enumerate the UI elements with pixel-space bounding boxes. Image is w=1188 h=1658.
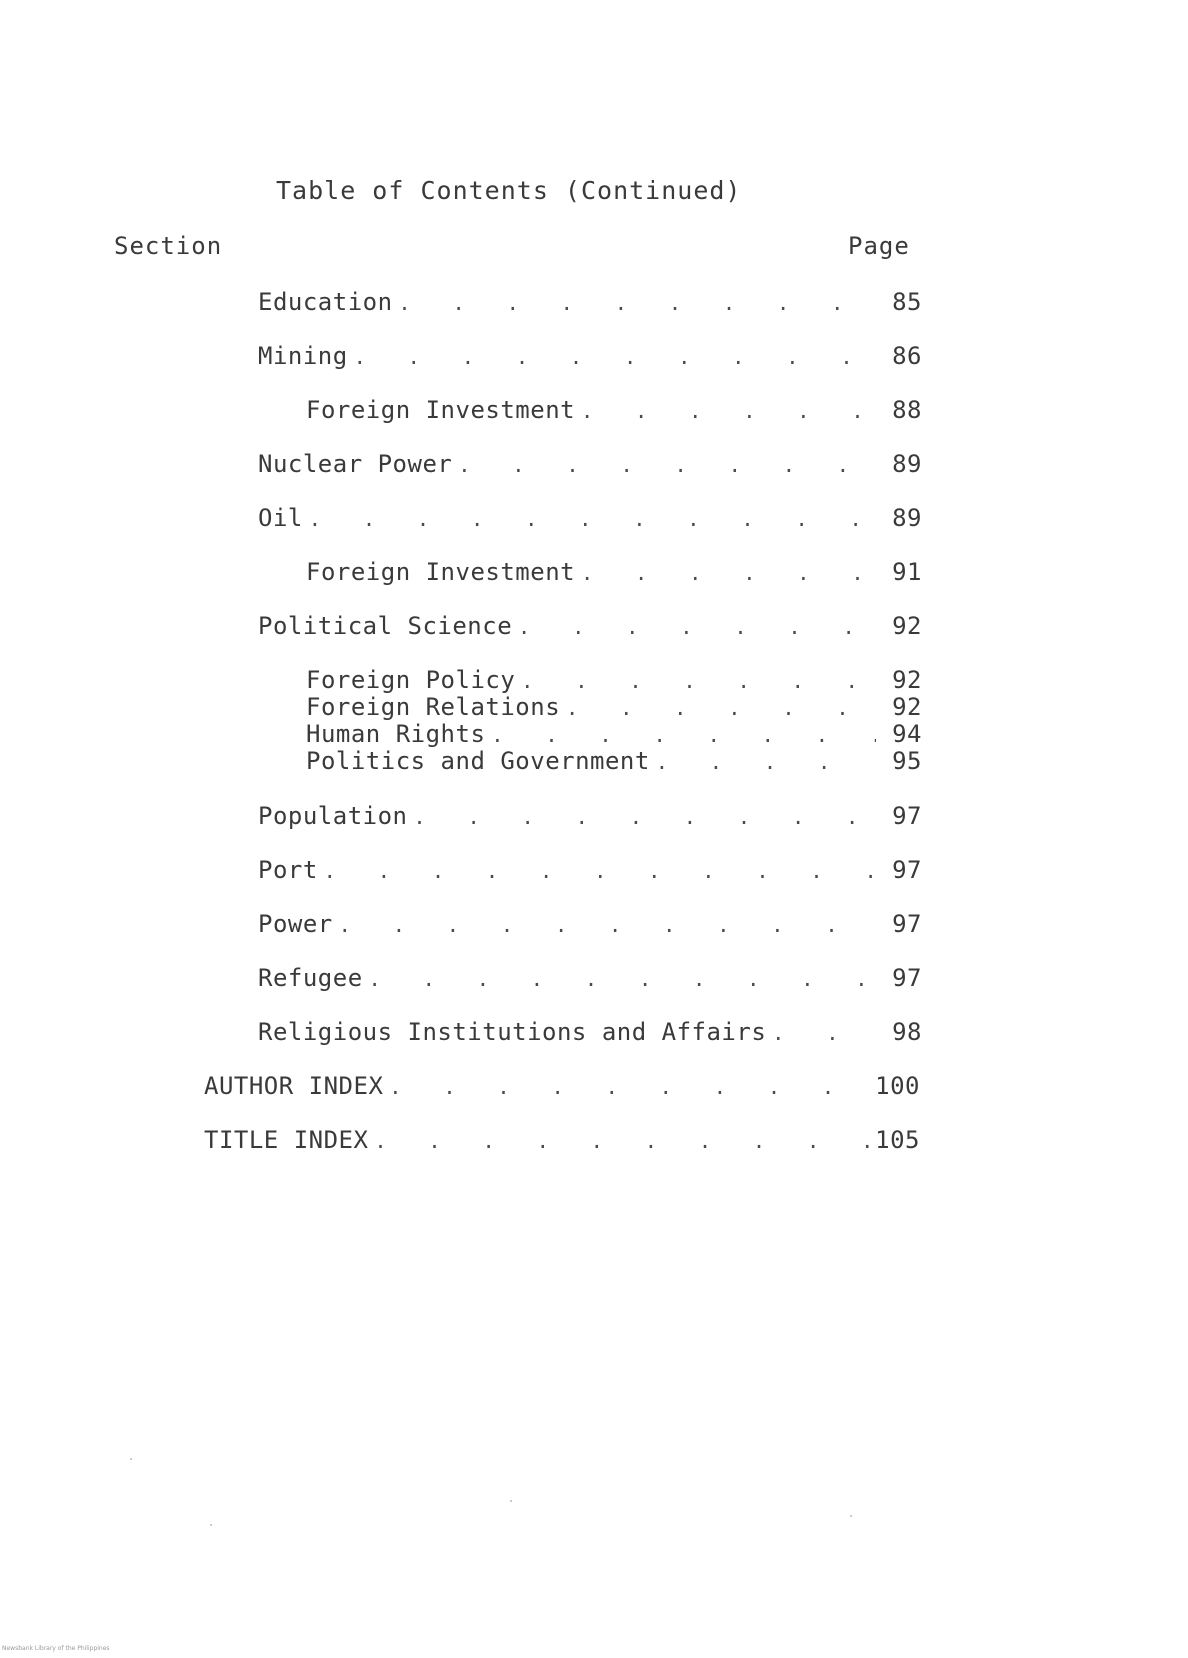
page-title: Table of Contents (Continued): [276, 176, 742, 205]
toc-entry-label: Mining: [258, 342, 348, 370]
toc-entry-label: Foreign Policy: [306, 666, 516, 694]
toc-entry-mining[interactable]: [258, 342, 922, 372]
toc-entry-label: Foreign Investment: [306, 558, 576, 586]
dot-leader: [581, 561, 876, 585]
dot-leader: [772, 1021, 876, 1045]
toc-entry-page: 97: [892, 910, 922, 938]
toc-entry-label: Oil: [258, 504, 303, 532]
dot-leader: [458, 453, 876, 477]
toc-entry-page: 92: [892, 693, 922, 721]
toc-entry-page: 97: [892, 802, 922, 830]
dot-leader: [521, 669, 876, 693]
toc-entry-population[interactable]: [258, 802, 922, 832]
toc-entry-human-rights[interactable]: [306, 720, 922, 750]
toc-entry-label: Political Science: [258, 612, 513, 640]
dot-leader: [518, 615, 876, 639]
dot-leader: [369, 967, 876, 991]
toc-entry-page: 97: [892, 856, 922, 884]
dot-leader: [656, 750, 876, 774]
toc-entry-page: 92: [892, 666, 922, 694]
toc-entry-label: Education: [258, 288, 393, 316]
toc-entry-title-index[interactable]: [204, 1126, 920, 1156]
toc-entry-label: Population: [258, 802, 408, 830]
toc-entry-page: 98: [892, 1018, 922, 1046]
dot-leader: [309, 507, 876, 531]
toc-entry-page: 88: [892, 396, 922, 424]
toc-entry-page: 89: [892, 504, 922, 532]
toc-entry-label: TITLE INDEX: [204, 1126, 369, 1154]
dot-leader: [324, 859, 876, 883]
toc-entry-power[interactable]: [258, 910, 922, 940]
dot-leader: [339, 913, 876, 937]
toc-entry-nuclear-power[interactable]: [258, 450, 922, 480]
toc-entry-page: 97: [892, 964, 922, 992]
toc-entry-oil[interactable]: [258, 504, 922, 534]
toc-entry-port[interactable]: [258, 856, 922, 886]
dot-leader: [399, 291, 876, 315]
toc-entry-label: Foreign Investment: [306, 396, 576, 424]
toc-entry-foreign-relations[interactable]: [306, 693, 922, 723]
toc-entry-refugee[interactable]: [258, 964, 922, 994]
scan-speck: [210, 1524, 212, 1526]
page-column-header: Page: [848, 232, 910, 260]
toc-entry-label: Politics and Government: [306, 747, 650, 775]
toc-entry-education[interactable]: [258, 288, 922, 318]
toc-entry-oil-foreign-investment[interactable]: [306, 558, 922, 588]
toc-entry-page: 105: [875, 1126, 920, 1154]
dot-leader: [354, 345, 876, 369]
toc-entry-page: 85: [892, 288, 922, 316]
toc-entry-label: Human Rights: [306, 720, 486, 748]
toc-entry-label: Religious Institutions and Affairs: [258, 1018, 767, 1046]
toc-entry-page: 86: [892, 342, 922, 370]
toc-entry-page: 89: [892, 450, 922, 478]
scan-speck: [130, 1458, 132, 1460]
toc-entry-political-science[interactable]: [258, 612, 922, 642]
scan-speck: [510, 1500, 512, 1502]
toc-entry-label: Port: [258, 856, 318, 884]
toc-entry-mining-foreign-investment[interactable]: [306, 396, 922, 426]
toc-entry-label: Nuclear Power: [258, 450, 453, 478]
dot-leader: [389, 1075, 869, 1099]
scan-speck: [850, 1515, 852, 1517]
section-column-header: Section: [114, 232, 223, 260]
toc-entry-label: Refugee: [258, 964, 363, 992]
toc-entry-author-index[interactable]: [204, 1072, 920, 1102]
toc-entry-label: Foreign Relations: [306, 693, 561, 721]
toc-entry-politics-and-government[interactable]: [306, 747, 922, 777]
toc-entry-page: 94: [892, 720, 922, 748]
dot-leader: [581, 399, 876, 423]
toc-entry-label: Power: [258, 910, 333, 938]
toc-entry-foreign-policy[interactable]: [306, 666, 922, 696]
toc-entry-page: 95: [892, 747, 922, 775]
dot-leader: [374, 1129, 869, 1153]
scan-footer-text: Newsbank Library of the Philippines: [2, 1645, 110, 1652]
dot-leader: [566, 696, 876, 720]
dot-leader: [414, 805, 877, 829]
dot-leader: [491, 723, 876, 747]
toc-entry-page: 92: [892, 612, 922, 640]
toc-entry-religious-institutions[interactable]: [258, 1018, 922, 1048]
toc-entry-page: 91: [892, 558, 922, 586]
toc-entry-page: 100: [875, 1072, 920, 1100]
toc-entry-label: AUTHOR INDEX: [204, 1072, 384, 1100]
